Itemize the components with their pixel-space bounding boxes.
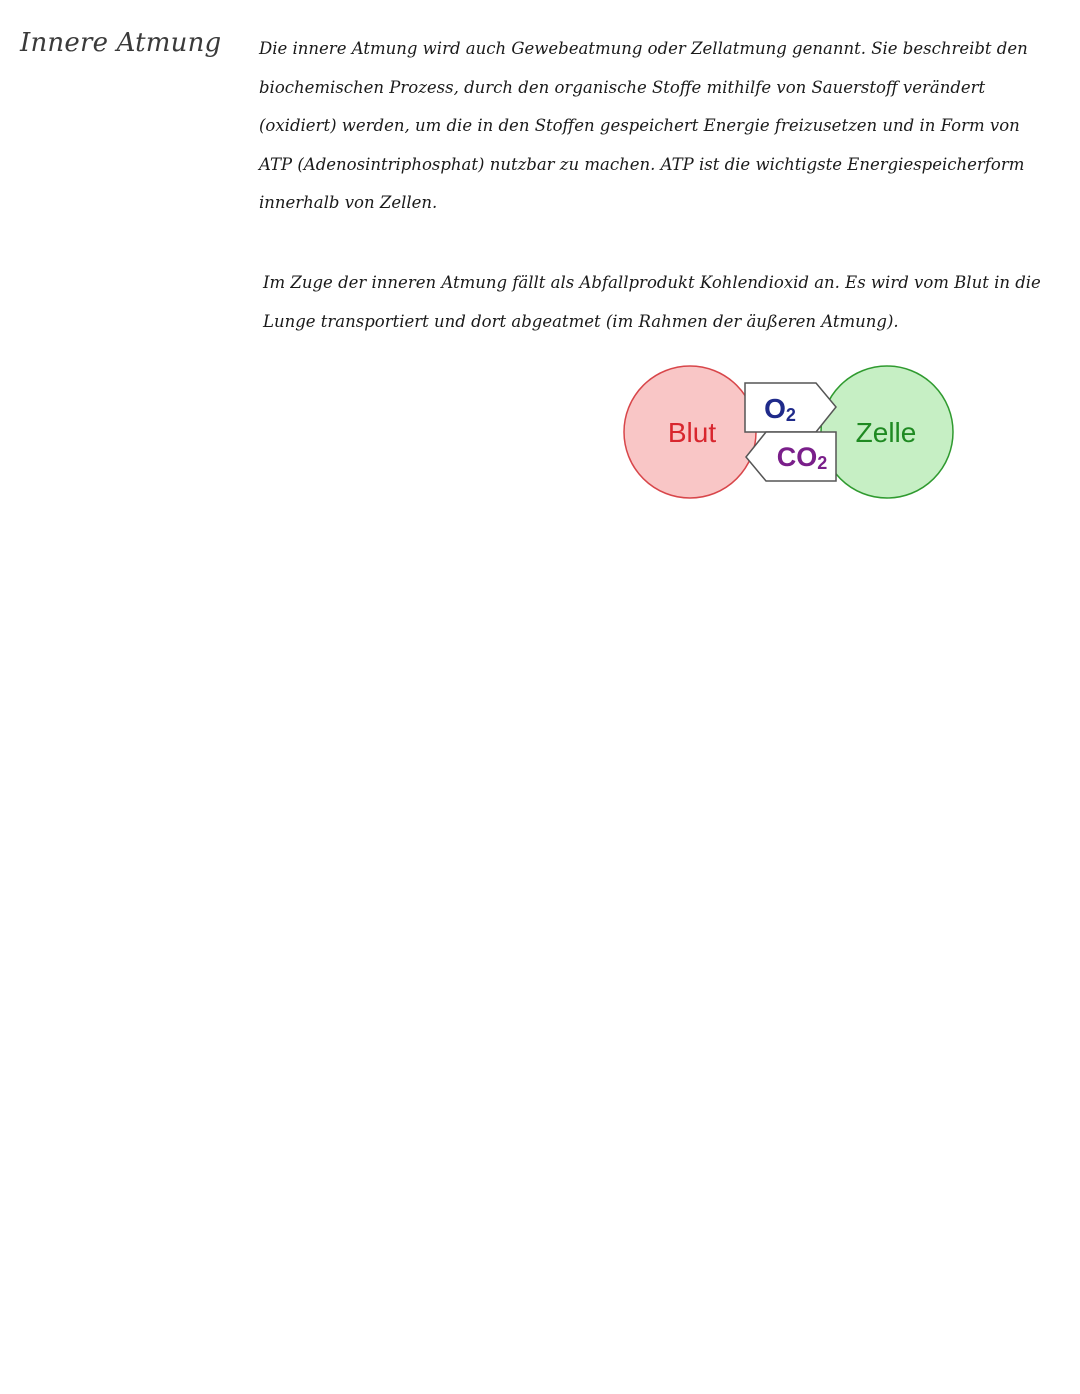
cell-label: Zelle bbox=[855, 417, 917, 448]
page-heading: Innere Atmung bbox=[20, 28, 222, 58]
co2-label-sub: 2 bbox=[817, 453, 828, 473]
blood-label: Blut bbox=[667, 417, 717, 448]
co2-label-base: CO bbox=[776, 442, 818, 472]
o2-label-base: O bbox=[764, 393, 786, 424]
paragraph-co2: Im Zuge der inneren Atmung fällt als Abfallprodukt Kohlendioxid an. Es wird vom Blut in die Lunge transportiert und dort abgeatmet (im Rahmen der äußeren Atmung). bbox=[263, 273, 1041, 331]
o2-label-sub: 2 bbox=[785, 405, 796, 425]
gas-exchange-diagram bbox=[620, 362, 960, 504]
paragraph-intro: Die innere Atmung wird auch Gewebeatmung oder Zellatmung genannt. Sie beschreibt den biochemischen Prozess, durch den organische Stoffe mithilfe von Sauerstoff verändert (oxidiert) werden, um die in den Stoffen gespeichert Energie freizusetzen und in Form von ATP (Adenosintriphosphat) nutzbar zu machen. ATP ist die wichtigste Energiespeicherform innerhalb von Zellen. bbox=[259, 39, 1028, 213]
gas-exchange-svg bbox=[620, 362, 960, 504]
